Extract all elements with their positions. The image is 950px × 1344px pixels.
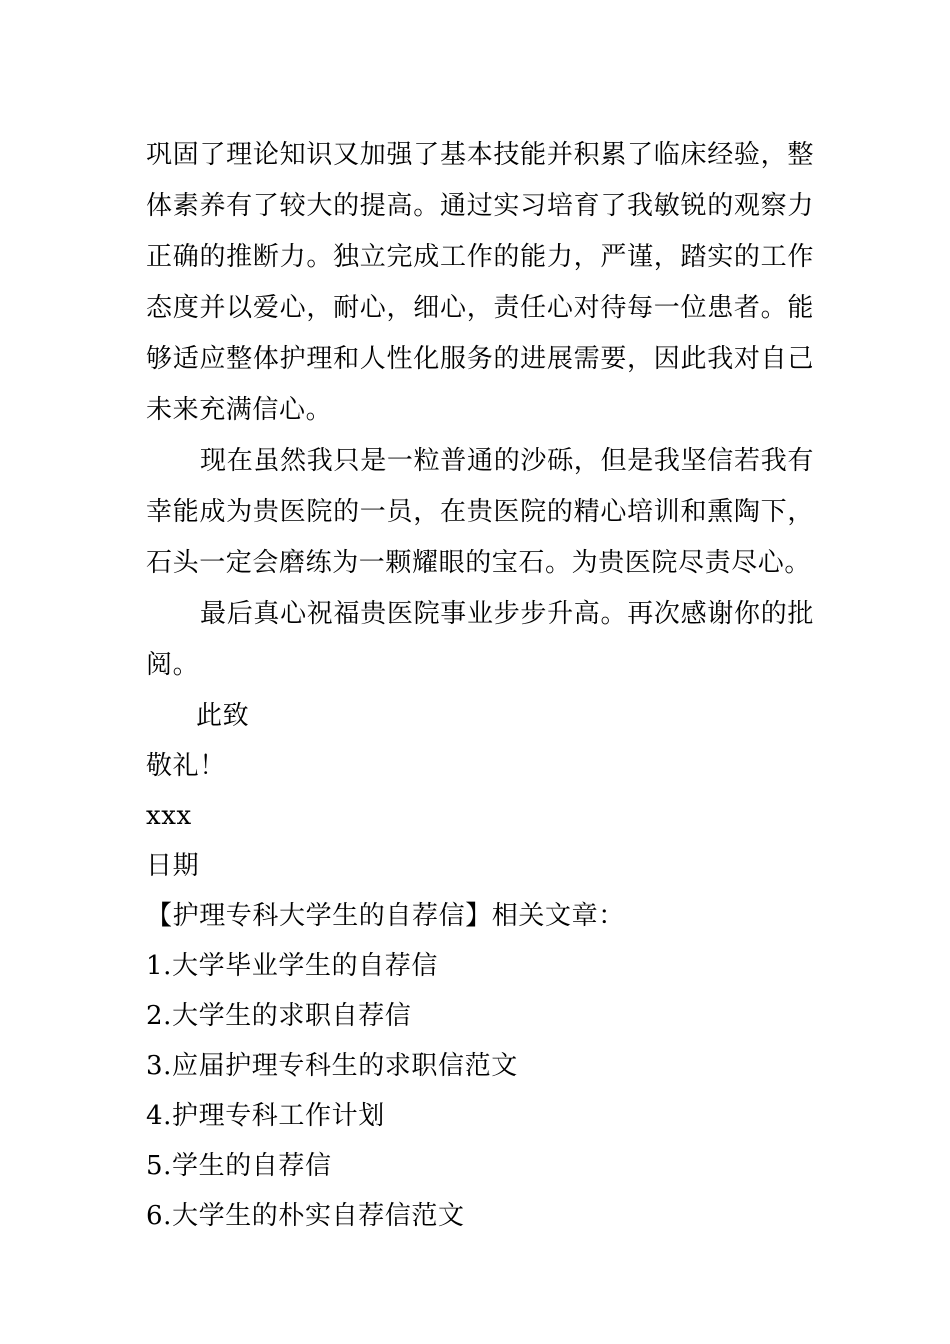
closing-salutation: 此致 — [196, 701, 250, 731]
closing-respect: 敬礼！ — [146, 751, 226, 781]
body-paragraph-2: 现在虽然我只是一粒普通的沙砾，但是我坚信若我有幸能成为贵医院的一员，在贵医院的精心培训和熏陶下，石头一定会磨练为一颗耀眼的宝石。为贵医院尽责尽心。 — [146, 446, 814, 578]
related-article-link-1[interactable]: 1.大学毕业学生的自荐信 — [146, 951, 439, 981]
related-articles-list — [146, 941, 814, 1241]
signature: xxx — [146, 801, 192, 831]
body-paragraph-3: 最后真心祝福贵医院事业步步升高。再次感谢你的批阅。 — [146, 599, 814, 680]
body-paragraph-1: 巩固了理论知识又加强了基本技能并积累了临床经验，整体素养有了较大的提高。通过实习培育了我敏锐的观察力正确的推断力。独立完成工作的能力，严谨，踏实的工作态度并以爱心，耐心，细心，责任心对待每一位患者。能够适应整体护理和人性化服务的进展需要，因此我对自己未来充满信心。 — [146, 140, 814, 425]
related-heading: 【护理专科大学生的自荐信】相关文章： — [146, 901, 625, 931]
related-article-link-3[interactable]: 3.应届护理专科生的求职信范文 — [146, 1051, 518, 1081]
document-page — [146, 130, 814, 1241]
date-line: 日期 — [146, 851, 200, 881]
related-article-link-5[interactable]: 5.学生的自荐信 — [146, 1151, 332, 1181]
related-article-link-2[interactable]: 2.大学生的求职自荐信 — [146, 1001, 412, 1031]
related-article-link-4[interactable]: 4.护理专科工作计划 — [146, 1101, 385, 1131]
related-article-link-6[interactable]: 6.大学生的朴实自荐信范文 — [146, 1201, 465, 1231]
